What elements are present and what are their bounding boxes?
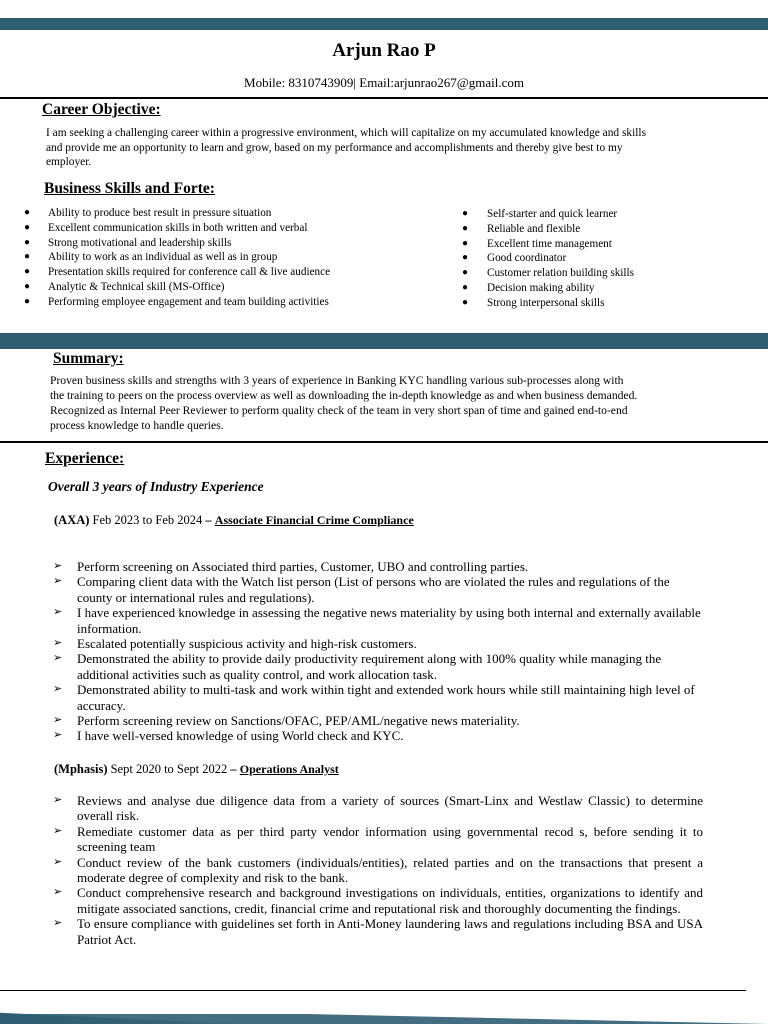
summary-line: Proven business skills and strengths with 3 years of experience in Banking KYC handling various sub-processes along with	[50, 374, 624, 387]
list-item: ● Customer relation building skills	[462, 267, 634, 280]
arrow-bullet-icon: ➢	[53, 560, 63, 572]
summary-line: Recognized as Internal Peer Reviewer to perform quality check of the team in very short span of time and gained end-to-end	[50, 404, 628, 417]
list-item: ● Good coordinator	[462, 252, 567, 265]
company-name: (Mphasis)	[54, 762, 108, 776]
bullet-icon: ●	[462, 237, 469, 249]
arrow-bullet-icon: ➢	[53, 575, 63, 588]
job-role: Associate Financial Crime Compliance	[214, 513, 414, 527]
list-item: ➢ Perform screening on Associated third parties, Customer, UBO and controlling parties.	[53, 559, 529, 574]
bullet-icon: ●	[462, 252, 469, 264]
objective-line: employer.	[46, 156, 92, 169]
contact-line: Mobile: 8310743909| Email:arjunrao267@gmail.com	[244, 75, 524, 90]
list-item: ➢ Demonstrated ability to multi-task and work within tight and extended work hours while still maintaining high level of accuracy.	[53, 682, 695, 713]
bullet-icon: ●	[24, 236, 31, 248]
candidate-name: Arjun Rao P	[332, 40, 436, 61]
summary-text	[50, 373, 750, 433]
job-role: Operations Analyst	[239, 762, 339, 776]
business-skills-heading: Business Skills and Forte:	[44, 180, 215, 197]
career-objective-heading: Career Objective:	[42, 101, 161, 118]
bullet-icon: ●	[24, 251, 31, 263]
arrow-bullet-icon: ➢	[53, 683, 63, 696]
list-item: ➢ Reviews and analyse due diligence data from a variety of sources (Smart-Linx and Westlaw Classic) to determine overall risk.	[53, 793, 703, 824]
arrow-bullet-icon: ➢	[53, 855, 63, 868]
list-item: ➢ Comparing client data with the Watch list person (List of persons who are violated the rules and regulations of the county or international rules and regulations).	[53, 574, 670, 605]
summary-line: process knowledge to handle queries.	[50, 419, 224, 432]
list-item: ➢ To ensure compliance with guidelines set forth in Anti-Money laundering laws and regulations including BSA and USA Patriot Act.	[53, 916, 703, 947]
list-item: ● Analytic & Technical skill (MS-Office)	[24, 280, 225, 293]
list-item: ● Decision making ability	[462, 281, 595, 294]
list-item: ➢ Conduct comprehensive research and background investigations on individuals, entities, organizations to identify and mitigate associated sanctions, credit, financial crime and reputational risk and thoroughly documenting the findings.	[53, 885, 703, 916]
bullet-icon: ●	[462, 208, 469, 219]
arrow-bullet-icon: ➢	[53, 886, 63, 899]
arrow-bullet-icon: ➢	[53, 606, 63, 619]
arrow-bullet-icon: ➢	[53, 729, 63, 742]
footer-divider	[0, 990, 746, 991]
career-objective-text	[46, 126, 736, 170]
skills-list-left	[0, 206, 330, 310]
job-header-axa	[54, 513, 414, 528]
list-item: ● Ability to produce best result in pressure situation	[24, 207, 272, 219]
arrow-bullet-icon: ➢	[53, 714, 63, 727]
list-item: ➢ Escalated potentially suspicious activity and high-risk customers.	[53, 636, 417, 652]
bullet-icon: ●	[462, 296, 469, 308]
arrow-bullet-icon: ➢	[53, 794, 63, 806]
mphasis-responsibilities	[53, 793, 703, 947]
bullet-icon: ●	[462, 222, 469, 234]
summary-line: the training to peers on the process overview as well as downloading the in-depth knowledge as and when business demanded.	[50, 389, 638, 402]
bullet-icon: ●	[24, 221, 31, 233]
job-period: Feb 2023 to Feb 2024	[89, 513, 206, 527]
summary-heading: Summary:	[53, 350, 124, 367]
footer-band	[0, 1014, 768, 1024]
bullet-icon: ●	[24, 266, 31, 278]
overall-experience: Overall 3 years of Industry Experience	[48, 479, 264, 494]
list-item: ● Strong interpersonal skills	[462, 296, 605, 309]
header-divider	[0, 97, 768, 99]
list-item: ● Excellent time management	[462, 237, 612, 250]
list-item: ➢ Perform screening review on Sanctions/OFAC, PEP/AML/negative news materiality.	[53, 713, 520, 729]
list-item: ● Performing employee engagement and team building activities	[24, 295, 329, 308]
arrow-bullet-icon: ➢	[53, 917, 63, 930]
bullet-icon: ●	[24, 280, 31, 292]
dash: –	[205, 513, 215, 527]
job-header-mphasis	[54, 762, 339, 777]
bullet-icon: ●	[462, 281, 469, 293]
skills-list-right	[440, 207, 634, 311]
list-item: ● Strong motivational and leadership skills	[24, 236, 232, 249]
dash: –	[230, 762, 240, 776]
bullet-icon: ●	[24, 207, 31, 218]
arrow-bullet-icon: ➢	[53, 637, 63, 650]
list-item: ➢ I have well-versed knowledge of using World check and KYC.	[53, 728, 404, 744]
job-period: Sept 2020 to Sept 2022	[107, 762, 231, 776]
list-item: ● Self-starter and quick learner	[462, 208, 618, 220]
axa-responsibilities	[53, 559, 703, 744]
list-item: ➢ Conduct review of the bank customers (individuals/entities), related parties and on the transactions that present a moderate degree of complexity and risk to the bank.	[53, 854, 703, 886]
objective-line: and provide me an opportunity to learn and grow, based on my performance and accomplishments and thereby give best to my	[46, 141, 623, 154]
summary-divider	[0, 441, 768, 443]
arrow-bullet-icon: ➢	[53, 652, 63, 665]
header-band	[0, 18, 768, 30]
bullet-icon: ●	[24, 295, 31, 307]
list-item: ● Reliable and flexible	[462, 222, 581, 235]
objective-line: I am seeking a challenging career within a progressive environment, which will capitalize on my accumulated knowledge and skills	[46, 127, 647, 139]
list-item: ➢ Remediate customer data as per third party vendor information using governmental recod s, before sending it to screening team	[53, 823, 703, 855]
company-name: (AXA)	[54, 513, 90, 527]
bullet-icon: ●	[462, 267, 469, 279]
list-item: ➢ Demonstrated the ability to provide daily productivity requirement along with 100% quality while managing the additional activities such as quality control, and work allocation task.	[53, 651, 662, 682]
list-item: ● Presentation skills required for conference call & live audience	[24, 266, 331, 279]
arrow-bullet-icon: ➢	[53, 824, 63, 837]
list-item: ● Ability to work as an individual as well as in group	[24, 251, 278, 264]
section-band	[0, 333, 768, 349]
list-item: ➢ I have experienced knowledge in assessing the negative news materiality by using both internal and externally available information.	[53, 605, 701, 636]
experience-heading: Experience:	[45, 450, 125, 467]
list-item: ● Excellent communication skills in both written and verbal	[24, 221, 308, 234]
